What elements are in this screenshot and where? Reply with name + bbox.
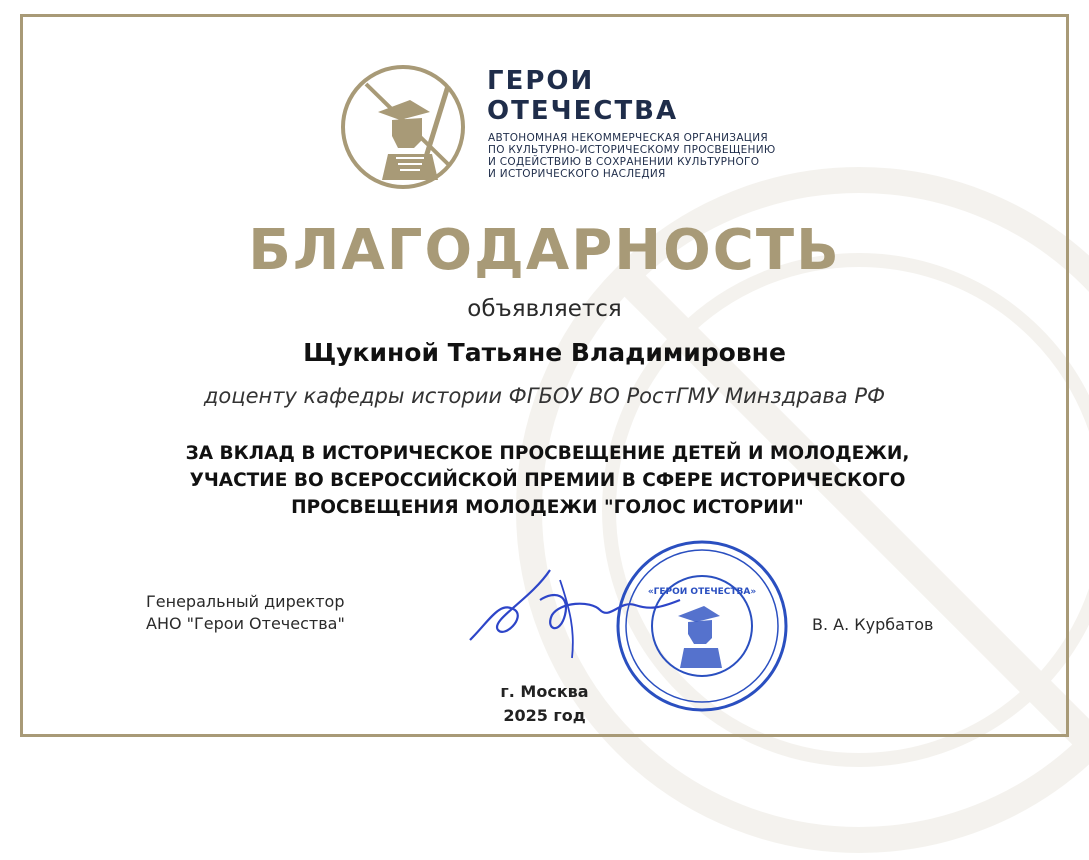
announced-text: объявляется [467,296,622,322]
signatory-name: В. А. Курбатов [812,615,934,634]
organization-description-line: АВТОНОМНАЯ НЕКОММЕРЧЕСКАЯ ОРГАНИЗАЦИЯ [488,132,769,144]
organization-description-line: И СОДЕЙСТВИЮ В СОХРАНЕНИИ КУЛЬТУРНОГО [488,156,760,168]
organization-name-line2: ОТЕЧЕСТВА [487,96,679,126]
recipient-name: Щукиной Татьяне Владимировне [303,338,786,367]
signatory-title [146,591,345,635]
place-and-date [0,680,1089,728]
organization-description-line: ПО КУЛЬТУРНО-ИСТОРИЧЕСКОМУ ПРОСВЕЩЕНИЮ [488,144,776,156]
organization-name [487,66,678,126]
organization-description [488,132,808,180]
year: 2025 год [503,706,586,725]
signatory-title-line1: Генеральный директор [146,592,345,611]
stamp-center-text: «ГЕРОИ ОТЕЧЕСТВА» [647,587,757,597]
certificate-title: БЛАГОДАРНОСТЬ [248,218,841,283]
organization-name-line1: ГЕРОИ [487,66,595,96]
award-reason-line: ПРОСВЕЩЕНИЯ МОЛОДЕЖИ "ГОЛОС ИСТОРИИ" [291,497,804,518]
soldier-emblem-icon [338,62,468,192]
signatory-title-line2: АНО "Герои Отечества" [146,614,345,633]
organization-description-line: И ИСТОРИЧЕСКОГО НАСЛЕДИЯ [488,168,666,180]
award-reason [100,440,995,521]
recipient-position: доценту кафедры истории ФГБОУ ВО РостГМУ Минздрава РФ [203,384,886,408]
award-reason-line: ЗА ВКЛАД В ИСТОРИЧЕСКОЕ ПРОСВЕЩЕНИЕ ДЕТЕЙ И МОЛОДЕЖИ, [185,443,910,464]
city: г. Москва [500,682,589,701]
signature-icon [460,560,690,660]
award-reason-line: УЧАСТИЕ ВО ВСЕРОССИЙСКОЙ ПРЕМИИ В СФЕРЕ ИСТОРИЧЕСКОГО [189,470,906,491]
